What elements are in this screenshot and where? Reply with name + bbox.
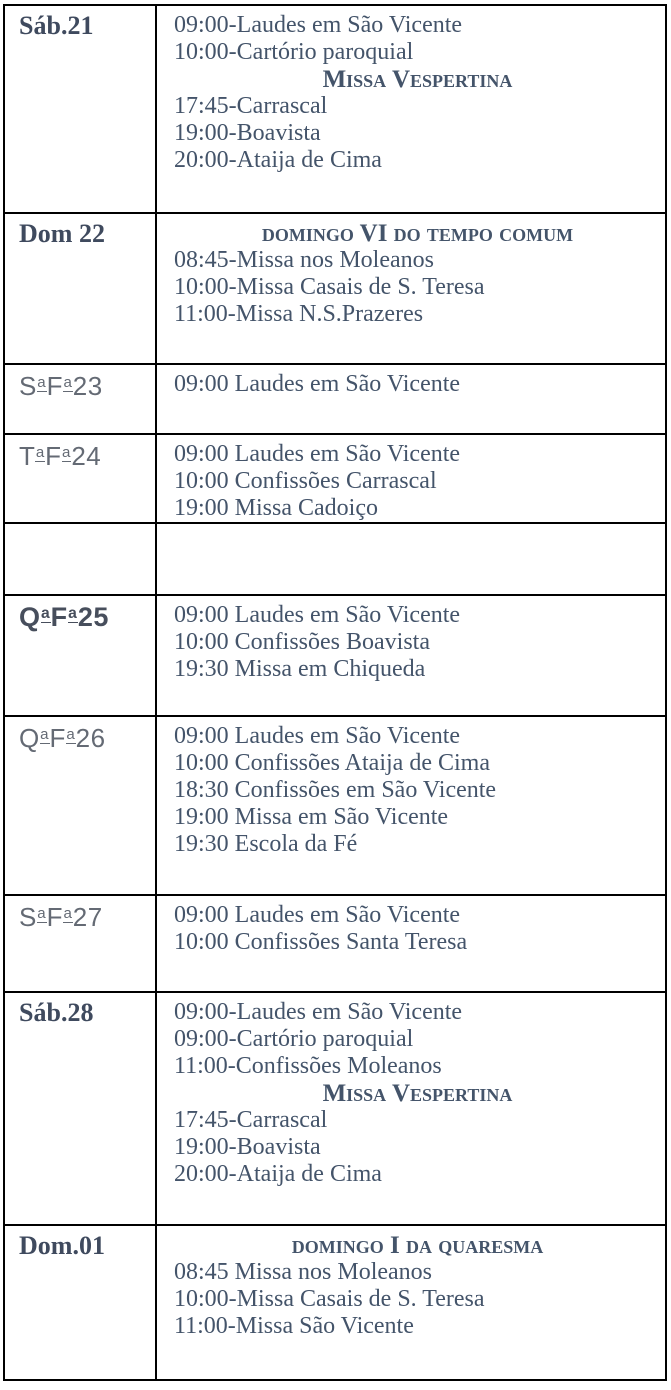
- day-label: SaFa27: [19, 902, 103, 932]
- day-cell: [4, 1225, 156, 1380]
- events-cell: [156, 895, 666, 992]
- table-row: [4, 523, 666, 595]
- event-line: 10:00 Confissões Boavista: [174, 629, 430, 655]
- events-cell: [156, 5, 666, 213]
- schedule-body: [4, 5, 666, 1380]
- event-line: 08:45 Missa nos Moleanos: [174, 1259, 432, 1285]
- event-line: 10:00-Missa Casais de S. Teresa: [174, 1286, 485, 1312]
- day-label: TaFa24: [19, 441, 102, 471]
- table-row: [4, 213, 666, 364]
- event-line: 09:00 Laudes em São Vicente: [174, 371, 461, 397]
- event-line: 17:45-Carrascal: [174, 93, 328, 119]
- events-cell: [156, 213, 666, 364]
- ordinal-indicator: a: [68, 604, 78, 622]
- table-row: [4, 895, 666, 992]
- events-cell: [156, 523, 666, 595]
- event-line: 17:45-Carrascal: [174, 1107, 328, 1133]
- event-line: 11:00-Missa São Vicente: [174, 1313, 414, 1339]
- ordinal-indicator: a: [40, 604, 51, 622]
- events-cell: [156, 1225, 666, 1380]
- event-line: 09:00-Laudes em São Vicente: [174, 12, 463, 38]
- ordinal-indicator: a: [40, 726, 50, 744]
- day-label: QaFa26: [19, 723, 106, 753]
- section-heading: domingo I da quaresma: [291, 1232, 544, 1259]
- day-label: QaFa25: [19, 602, 109, 632]
- table-row: [4, 716, 666, 895]
- event-line: 19:30 Missa em Chiqueda: [174, 656, 426, 682]
- event-line: 10:00-Cartório paroquial: [174, 39, 414, 65]
- table-row: [4, 434, 666, 523]
- event-line: 19:00 Missa Cadoiço: [174, 495, 378, 521]
- day-cell: [4, 434, 156, 523]
- events-cell: [156, 716, 666, 895]
- day-label: Dom.01: [19, 1231, 105, 1260]
- day-cell: [4, 364, 156, 434]
- event-line: 09:00-Cartório paroquial: [174, 1026, 414, 1052]
- event-line: 10:00 Confissões Santa Teresa: [174, 929, 468, 955]
- day-cell: [4, 5, 156, 213]
- event-line: 11:00-Missa N.S.Prazeres: [174, 301, 424, 327]
- day-cell: [4, 213, 156, 364]
- day-label: Sáb.28: [19, 998, 94, 1027]
- event-line: 10:00-Missa Casais de S. Teresa: [174, 274, 485, 300]
- event-line: 19:00-Boavista: [174, 1134, 321, 1160]
- day-label: Dom 22: [19, 219, 105, 248]
- section-heading: Missa Vespertina: [322, 66, 513, 93]
- ordinal-indicator: a: [63, 374, 73, 392]
- section-heading: domingo VI do tempo comum: [261, 220, 574, 247]
- event-line: 09:00 Laudes em São Vicente: [174, 723, 461, 749]
- day-cell: [4, 523, 156, 595]
- section-heading: Missa Vespertina: [322, 1080, 513, 1107]
- events-cell: [156, 595, 666, 716]
- event-line: 08:45-Missa nos Moleanos: [174, 247, 434, 273]
- day-cell: [4, 895, 156, 992]
- ordinal-indicator: a: [37, 374, 47, 392]
- event-line: 11:00-Confissões Moleanos: [174, 1053, 442, 1079]
- event-line: 18:30 Confissões em São Vicente: [174, 777, 497, 803]
- schedule-table: [3, 4, 667, 1381]
- ordinal-indicator: a: [66, 726, 76, 744]
- ordinal-indicator: a: [35, 444, 45, 462]
- event-line: 09:00-Laudes em São Vicente: [174, 999, 463, 1025]
- event-line: 10:00 Confissões Carrascal: [174, 468, 437, 494]
- day-label: SaFa23: [19, 371, 103, 401]
- event-line: 09:00 Laudes em São Vicente: [174, 602, 461, 628]
- table-row: [4, 5, 666, 213]
- day-cell: [4, 992, 156, 1225]
- ordinal-indicator: a: [61, 444, 71, 462]
- table-row: [4, 1225, 666, 1380]
- events-cell: [156, 364, 666, 434]
- event-line: 20:00-Ataija de Cima: [174, 147, 382, 173]
- table-row: [4, 992, 666, 1225]
- event-line: 20:00-Ataija de Cima: [174, 1161, 382, 1187]
- table-row: [4, 364, 666, 434]
- events-cell: [156, 434, 666, 523]
- events-cell: [156, 992, 666, 1225]
- ordinal-indicator: a: [37, 905, 47, 923]
- event-line: 19:00-Boavista: [174, 120, 321, 146]
- day-cell: [4, 595, 156, 716]
- event-line: 09:00 Laudes em São Vicente: [174, 902, 461, 928]
- day-label: Sáb.21: [19, 11, 94, 40]
- day-cell: [4, 716, 156, 895]
- event-line: 09:00 Laudes em São Vicente: [174, 441, 461, 467]
- table-row: [4, 595, 666, 716]
- event-line: 19:30 Escola da Fé: [174, 831, 358, 857]
- event-line: 10:00 Confissões Ataija de Cima: [174, 750, 490, 776]
- event-line: 19:00 Missa em São Vicente: [174, 804, 449, 830]
- ordinal-indicator: a: [63, 905, 73, 923]
